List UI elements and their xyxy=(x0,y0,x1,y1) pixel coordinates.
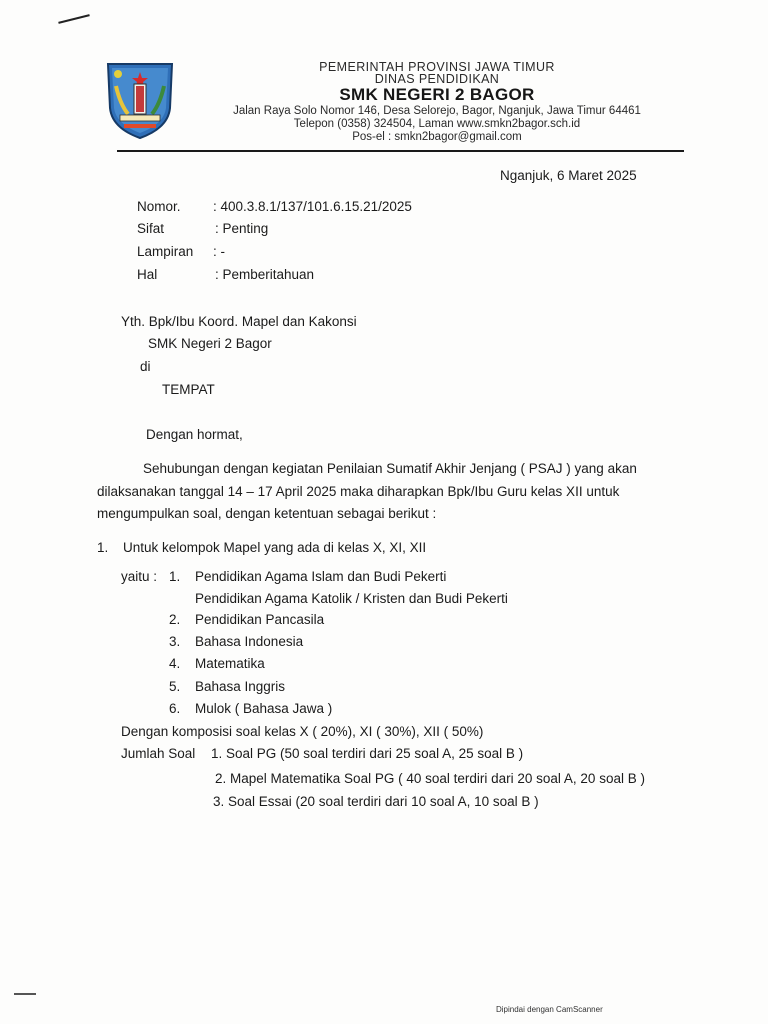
subject-name: Matematika xyxy=(195,656,265,671)
letterhead-government: PEMERINTAH PROVINSI JAWA TIMUR xyxy=(319,60,555,74)
subject-name: Pendidikan Agama Islam dan Budi Pekerti xyxy=(195,569,447,584)
meta-label-sifat: Sifat xyxy=(137,221,165,236)
meta-label-nomor: Nomor. xyxy=(137,199,181,214)
yaitu-label: yaitu : xyxy=(121,569,158,584)
recipient-line-2: SMK Negeri 2 Bagor xyxy=(148,336,272,351)
point-1-number: 1. xyxy=(97,540,109,555)
subject-number: 4. xyxy=(169,656,181,671)
meta-value-sifat: : Penting xyxy=(215,221,269,236)
komposisi-line: Dengan komposisi soal kelas X ( 20%), XI ( 30%), XII ( 50%) xyxy=(121,724,484,739)
point-1-text: Untuk kelompok Mapel yang ada di kelas X, XI, XII xyxy=(123,540,427,555)
subject-number: 6. xyxy=(169,701,181,716)
scan-mark-top xyxy=(58,14,90,24)
subject-number: 3. xyxy=(169,634,181,649)
letterhead-email: Pos-el : smkn2bagor@gmail.com xyxy=(352,131,522,143)
letterhead-address: Jalan Raya Solo Nomor 146, Desa Selorejo, Bagor, Nganjuk, Jawa Timur 64461 xyxy=(233,105,641,117)
body-line-3: mengumpulkan soal, dengan ketentuan sebagai berikut : xyxy=(97,506,437,521)
meta-value-nomor: : 400.3.8.1/137/101.6.15.21/2025 xyxy=(213,199,412,214)
subject-number: 5. xyxy=(169,679,181,694)
jumlah-soal-item: 1. Soal PG (50 soal terdiri dari 25 soal A, 25 soal B ) xyxy=(211,746,524,761)
salutation: Dengan hormat, xyxy=(146,427,243,442)
letterhead-department: DINAS PENDIDIKAN xyxy=(374,72,500,86)
subject-number: 1. xyxy=(169,569,181,584)
jumlah-soal-item: 2. Mapel Matematika Soal PG ( 40 soal terdiri dari 20 soal A, 20 soal B ) xyxy=(215,771,645,786)
jumlah-soal-item: 3. Soal Essai (20 soal terdiri dari 10 soal A, 10 soal B ) xyxy=(213,794,539,809)
scanner-watermark: Dipindai dengan CamScanner xyxy=(496,1005,603,1014)
meta-label-hal: Hal xyxy=(137,267,158,282)
subject-name: Mulok ( Bahasa Jawa ) xyxy=(195,701,333,716)
meta-value-lampiran: : - xyxy=(213,244,225,259)
subject-name: Bahasa Indonesia xyxy=(195,634,304,649)
jumlah-soal-label: Jumlah Soal xyxy=(121,746,196,761)
meta-value-hal: : Pemberitahuan xyxy=(215,267,315,282)
recipient-di: di xyxy=(140,359,151,374)
subject-name: Pendidikan Pancasila xyxy=(195,612,325,627)
recipient-place: TEMPAT xyxy=(162,382,215,397)
subject-number: 2. xyxy=(169,612,181,627)
letterhead-divider xyxy=(117,150,684,152)
subject-name: Pendidikan Agama Katolik / Kristen dan Budi Pekerti xyxy=(195,591,508,606)
body-line-2: dilaksanakan tanggal 14 – 17 April 2025 maka diharapkan Bpk/Ibu Guru kelas XII untuk xyxy=(97,484,620,499)
letterhead-school-name: SMK NEGERI 2 BAGOR xyxy=(339,85,535,104)
east-java-emblem-icon xyxy=(98,58,182,142)
meta-label-lampiran: Lampiran xyxy=(137,244,194,259)
letterhead-phone: Telepon (0358) 324504, Laman www.smkn2bagor.sch.id xyxy=(293,118,581,130)
letter-date: Nganjuk, 6 Maret 2025 xyxy=(500,168,637,183)
scan-mark-bottom xyxy=(14,993,36,995)
body-line-1: Sehubungan dengan kegiatan Penilaian Sumatif Akhir Jenjang ( PSAJ ) yang akan xyxy=(143,461,637,476)
recipient-line-1: Yth. Bpk/Ibu Koord. Mapel dan Kakonsi xyxy=(121,314,357,329)
subject-name: Bahasa Inggris xyxy=(195,679,286,694)
